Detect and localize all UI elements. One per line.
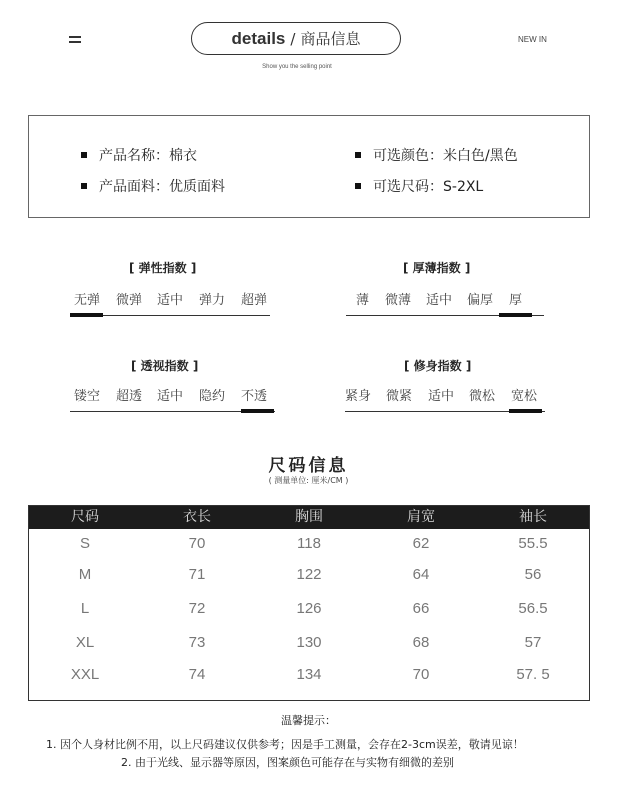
- table-header-cell: 肩宽: [407, 509, 435, 525]
- table-cell: 122: [296, 566, 322, 583]
- table-cell: 134: [296, 666, 322, 683]
- scale-title: [ 透视指数 ]: [131, 359, 199, 373]
- table-cell: 64: [412, 566, 430, 583]
- table-cell: S: [79, 535, 90, 552]
- scale-option: 超透: [116, 389, 143, 404]
- scale-option: 微紧: [386, 389, 413, 404]
- table-row: [29, 626, 589, 660]
- info-item-label: 可选颜色：米白色/黑色: [373, 148, 518, 164]
- table-cell: 70: [412, 666, 430, 683]
- scale-option: 紧身: [345, 389, 372, 404]
- size-section-title: 尺码信息: [268, 456, 349, 476]
- title-separator: /: [290, 29, 296, 48]
- table-cell: 57. 5: [516, 666, 550, 683]
- info-item-label: 产品面料：优质面料: [99, 179, 225, 195]
- scale-marker: [70, 313, 103, 317]
- scale-option: 微薄: [385, 293, 412, 308]
- scale-option: 宽松: [511, 389, 538, 404]
- notes-title: 温馨提示：: [281, 714, 336, 727]
- product-info-box: [28, 115, 590, 218]
- scale-marker: [241, 409, 274, 413]
- table-row: [29, 660, 589, 690]
- scale-option: 适中: [426, 293, 453, 308]
- note-line-2: 2. 由于光线、显示器等原因，图案颜色可能存在与实物有细微的差别: [121, 756, 454, 769]
- scale-title: [ 修身指数 ]: [404, 359, 472, 373]
- table-header-cell: 衣长: [183, 509, 211, 525]
- scale-option: 超弹: [241, 293, 268, 308]
- table-cell: 70: [188, 535, 206, 552]
- scale-option: 隐约: [199, 389, 226, 404]
- table-header-cell: 袖长: [519, 509, 547, 525]
- info-item: [355, 145, 518, 165]
- table-cell: 56.5: [518, 600, 548, 617]
- scale-marker: [499, 313, 532, 317]
- scale-option: 无弹: [74, 293, 101, 308]
- note-line-1: 1. 因个人身材比例不用，以上尺码建议仅供参考；因是手工测量，会存在2-3cm误差，敬请见谅！: [46, 738, 524, 751]
- table-cell: 73: [188, 634, 206, 651]
- bullet-icon: [81, 152, 87, 158]
- table-header: [29, 506, 589, 529]
- new-in-label: NEW IN: [518, 35, 547, 44]
- scale-option: 微弹: [116, 293, 143, 308]
- table-cell: 74: [188, 666, 206, 683]
- table-cell: 118: [297, 535, 321, 552]
- title-cn: 商品信息: [300, 30, 361, 48]
- scale-marker: [509, 409, 542, 413]
- title-en: details: [231, 28, 286, 48]
- table-cell: 126: [296, 600, 322, 617]
- scale-title: [ 弹性指数 ]: [129, 261, 197, 275]
- scale-option: 镂空: [74, 389, 101, 404]
- table-cell: 56: [524, 566, 542, 583]
- table-cell: 66: [412, 600, 430, 617]
- bullet-icon: [355, 183, 361, 189]
- table-cell: 55.5: [518, 535, 548, 552]
- table-row: [29, 558, 589, 592]
- info-item-label: 产品名称：棉衣: [99, 148, 197, 164]
- table-row: [29, 592, 589, 626]
- size-unit-note: ( 测量单位: 厘米/CM ): [268, 476, 349, 485]
- subtitle: Show you the selling point: [262, 64, 332, 70]
- info-item-label: 可选尺码：S-2XL: [373, 179, 484, 195]
- table-cell: XL: [75, 634, 95, 651]
- table-cell: M: [78, 566, 92, 583]
- table-cell: 68: [412, 634, 430, 651]
- table-cell: 71: [188, 566, 206, 583]
- scale-option: 偏厚: [467, 293, 494, 308]
- scale-title: [ 厚薄指数 ]: [403, 261, 471, 275]
- scale-option: 不透: [241, 389, 268, 404]
- scale-option: 适中: [428, 389, 455, 404]
- size-table: [28, 505, 590, 701]
- bullet-icon: [355, 152, 361, 158]
- bullet-icon: [81, 183, 87, 189]
- page-title: [191, 22, 401, 55]
- scale-option: 厚: [509, 293, 523, 308]
- table-row: [29, 529, 589, 558]
- table-cell: 62: [412, 535, 430, 552]
- menu-icon[interactable]: [69, 36, 81, 44]
- table-header-cell: 尺码: [71, 509, 99, 525]
- table-cell: XXL: [70, 666, 100, 683]
- info-item: [81, 176, 225, 196]
- scale-option: 适中: [157, 293, 184, 308]
- scale-option: 适中: [157, 389, 184, 404]
- scale-option: 弹力: [199, 293, 226, 308]
- scale-option: 薄: [356, 293, 370, 308]
- table-cell: 57: [524, 634, 542, 651]
- info-item: [81, 145, 197, 165]
- table-cell: 130: [296, 634, 322, 651]
- table-cell: L: [80, 600, 90, 617]
- table-cell: 72: [188, 600, 206, 617]
- scale-option: 微松: [469, 389, 496, 404]
- table-header-cell: 胸围: [295, 509, 323, 525]
- info-item: [355, 176, 483, 196]
